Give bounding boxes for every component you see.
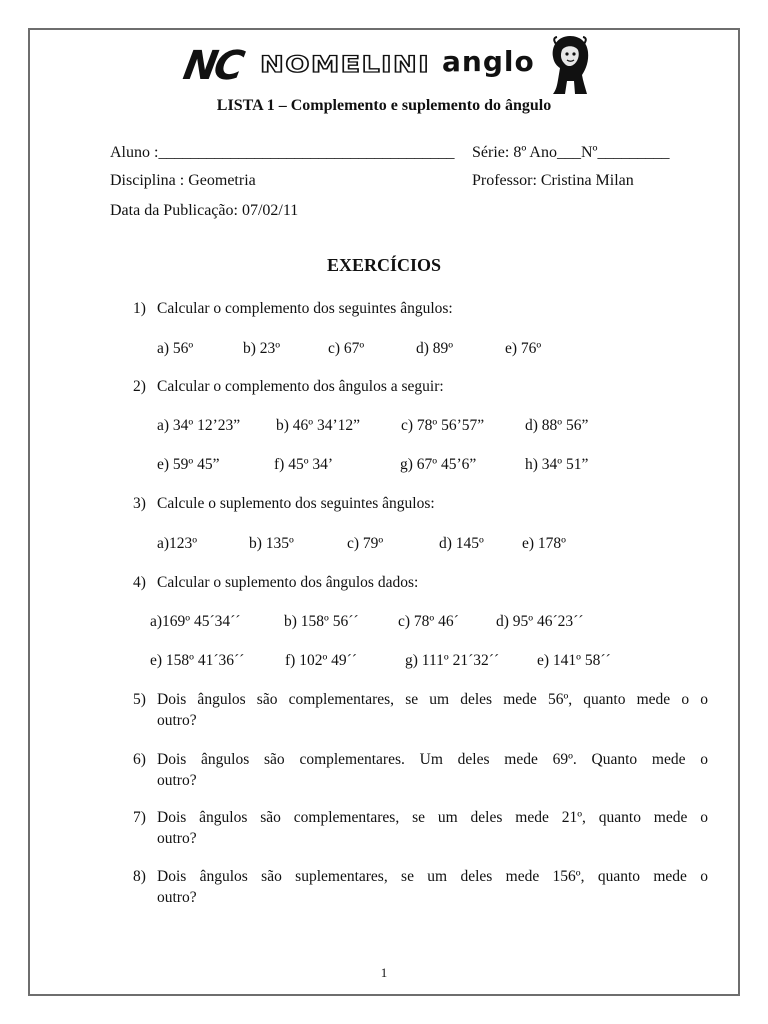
- exercise-option: c) 78º 56’57”: [401, 417, 485, 434]
- exercise-question-line: Dois ângulos são suplementares, se um deles mede 156º, quanto mede o: [157, 868, 708, 885]
- exercise-number: 1): [133, 300, 146, 317]
- subject-field: Disciplina : Geometria: [110, 172, 256, 189]
- exercise-question-line: Dois ângulos são complementares, se um deles mede 56º, quanto mede o o: [157, 691, 708, 708]
- exercise-question-line: outro?: [157, 772, 197, 789]
- exercise-option: c) 78º 46´: [398, 613, 459, 630]
- exercise-number: 8): [133, 868, 146, 885]
- page-number: 1: [380, 965, 388, 980]
- exercise-option: e) 158º 41´36´´: [150, 652, 245, 669]
- exercise-option: b) 158º 56´´: [284, 613, 359, 630]
- exercise-option: d) 88º 56”: [525, 417, 589, 434]
- exercise-number: 7): [133, 809, 146, 826]
- exercise-number: 2): [133, 378, 146, 395]
- exercise-option: b) 23º: [243, 340, 281, 357]
- exercise-option: e) 141º 58´´: [537, 652, 611, 669]
- exercise-option: g) 111º 21´32´´: [405, 652, 500, 669]
- logo-name: NOMELINI: [260, 53, 431, 78]
- exercise-prompt: Calcular o suplemento dos ângulos dados:: [157, 574, 419, 591]
- exercise-number: 6): [133, 751, 146, 768]
- exercise-option: e) 59º 45”: [157, 456, 220, 473]
- teacher-field: Professor: Cristina Milan: [472, 172, 634, 189]
- logo-mark: NC: [179, 43, 245, 89]
- exercise-number: 3): [133, 495, 146, 512]
- page-title: LISTA 1 – Complemento e suplemento do ângulo: [216, 97, 552, 114]
- exercises-heading: EXERCÍCIOS: [326, 255, 442, 275]
- exercise-question-line: outro?: [157, 830, 197, 847]
- exercise-option: c) 79º: [347, 535, 384, 552]
- exercise-option: f) 102º 49´´: [285, 652, 357, 669]
- exercise-option: c) 67º: [328, 340, 365, 357]
- logo-brand: anglo: [442, 45, 535, 78]
- lion-icon: [548, 34, 594, 96]
- exercise-option: d) 145º: [439, 535, 484, 552]
- exercise-question-line: outro?: [157, 712, 197, 729]
- exercise-option: d) 89º: [416, 340, 454, 357]
- exercise-option: e) 76º: [505, 340, 542, 357]
- exercise-prompt: Calcular o complemento dos ângulos a seguir:: [157, 378, 444, 395]
- exercise-option: g) 67º 45’6”: [400, 456, 477, 473]
- exercise-option: e) 178º: [522, 535, 566, 552]
- exercise-prompt: Calcule o suplemento dos seguintes ângulos:: [157, 495, 435, 512]
- exercise-question-line: Dois ângulos são complementares. Um deles mede 69º. Quanto mede o: [157, 751, 708, 768]
- page-frame: [28, 28, 740, 996]
- publication-date-field: Data da Publicação: 07/02/11: [110, 202, 299, 219]
- exercise-question-line: Dois ângulos são complementares, se um deles mede 21º, quanto mede o: [157, 809, 708, 826]
- exercise-prompt: Calcular o complemento dos seguintes ângulos:: [157, 300, 453, 317]
- exercise-option: h) 34º 51”: [525, 456, 589, 473]
- exercise-option: f) 45º 34’: [274, 456, 334, 473]
- exercise-option: d) 95º 46´23´´: [496, 613, 584, 630]
- student-name-field: Aluno :_____________________________________: [110, 144, 455, 161]
- exercise-option: a) 56º: [157, 340, 194, 357]
- exercise-question-line: outro?: [157, 889, 197, 906]
- exercise-option: a)169º 45´34´´: [150, 613, 241, 630]
- exercise-option: a)123º: [157, 535, 198, 552]
- grade-number-field: Série: 8º Ano___Nº_________: [472, 144, 670, 161]
- exercise-option: a) 34º 12’23”: [157, 417, 241, 434]
- exercise-option: b) 46º 34’12”: [276, 417, 361, 434]
- exercise-number: 5): [133, 691, 146, 708]
- exercise-option: b) 135º: [249, 535, 294, 552]
- exercise-number: 4): [133, 574, 146, 591]
